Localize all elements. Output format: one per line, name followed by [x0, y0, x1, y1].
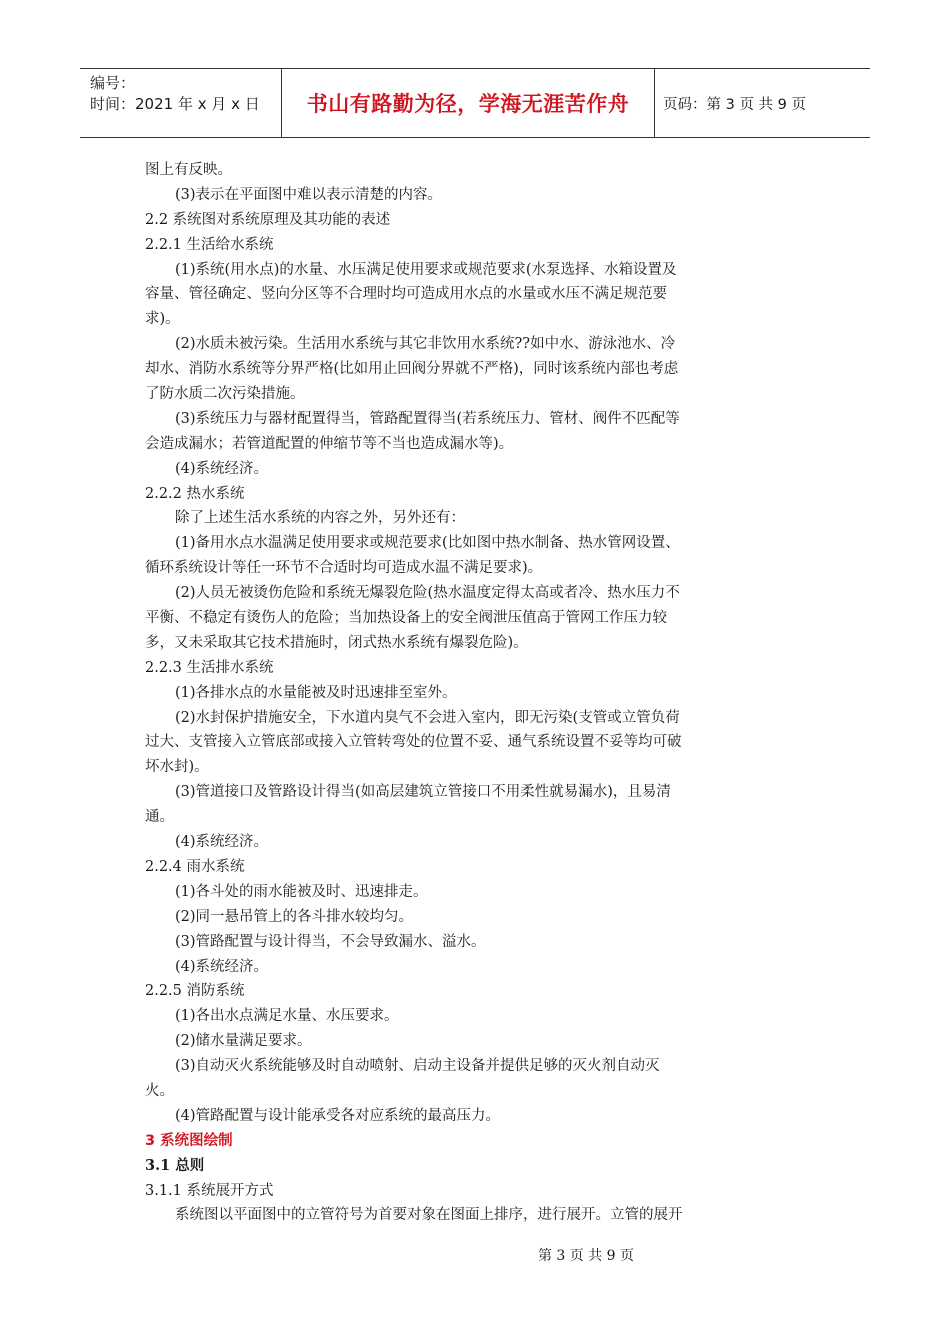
body-line: 火。 — [145, 1082, 174, 1099]
page-header — [80, 68, 870, 138]
document-number-label: 编号： — [90, 74, 136, 92]
body-line: (4)系统经济。 — [175, 460, 269, 477]
body-line: (1)系统(用水点)的水量、水压满足使用要求或规范要求(水泵选择、水箱设置及 — [175, 261, 677, 278]
body-line: 坏水封)。 — [145, 759, 209, 776]
body-line: (2)水质未被污染。生活用水系统与其它非饮用水系统??如中水、游泳池水、冷 — [175, 336, 676, 353]
body-line: (4)系统经济。 — [175, 958, 269, 975]
body-line: (2)储水量满足要求。 — [175, 1033, 312, 1050]
body-line: (3)管路配置与设计得当，不会导致漏水、溢水。 — [175, 933, 486, 950]
subsection-heading: 2.2.1 生活给水系统 — [145, 236, 274, 253]
subsection-heading: 2.2.2 热水系统 — [145, 485, 245, 502]
subsection-heading: 2.2.3 生活排水系统 — [145, 659, 274, 676]
page-footer — [0, 1245, 950, 1265]
body-line: 通。 — [145, 809, 174, 826]
section-heading-2-2: 2.2 系统图对系统原理及其功能的表述 — [145, 211, 391, 228]
body-line: (3)表示在平面图中难以表示清楚的内容。 — [175, 186, 443, 203]
header-motto: 书山有路勤为径，学海无涯苦作舟 — [306, 92, 630, 116]
body-line: 容量、管径确定、竖向分区等不合理时均可造成用水点的水量或水压不满足规范要 — [145, 286, 667, 303]
body-line: (1)备用水点水温满足使用要求或规范要求(比如图中热水制备、热水管网设置、 — [175, 535, 680, 552]
body-line: 系统图以平面图中的立管符号为首要对象在图面上排序，进行展开。立管的展开 — [175, 1207, 683, 1224]
body-line: 除了上述生活水系统的内容之外，另外还有： — [175, 510, 465, 527]
subsection-heading: 2.2.4 雨水系统 — [145, 858, 245, 875]
chapter-heading-3: 3 系统图绘制 — [145, 1132, 233, 1149]
body-line: (3)系统压力与器材配置得当，管路配置得当(若系统压力、管材、阀件不匹配等 — [175, 410, 680, 427]
body-line: (1)各排水点的水量能被及时迅速排至室外。 — [175, 684, 457, 701]
header-meta — [80, 69, 282, 137]
header-motto-cell — [282, 69, 655, 137]
body-line: (3)自动灭火系统能够及时自动喷射、启动主设备并提供足够的灭火剂自动灭 — [175, 1058, 660, 1075]
header-page-info: 页码：第 3 页 共 9 页 — [663, 96, 806, 113]
body-line: 会造成漏水；若管道配置的伸缩节等不当也造成漏水等)。 — [145, 435, 514, 452]
footer-page-number: 第 3 页 共 9 页 — [537, 1248, 635, 1264]
body-line: (2)同一悬吊管上的各斗排水较均匀。 — [175, 908, 414, 925]
body-line: (2)人员无被烫伤危险和系统无爆裂危险(热水温度定得太高或者冷、热水压力不 — [175, 585, 680, 602]
body-line: (2)水封保护措施安全，下水道内臭气不会进入室内，即无污染(支管或立管负荷 — [175, 709, 680, 726]
body-line: (1)各斗处的雨水能被及时、迅速排走。 — [175, 883, 428, 900]
subsection-heading: 2.2.5 消防系统 — [145, 983, 245, 1000]
body-line: (3)管道接口及管路设计得当(如高层建筑立管接口不用柔性就易漏水)，且易清 — [175, 784, 671, 801]
document-body — [145, 158, 745, 1228]
body-line: (4)管路配置与设计能承受各对应系统的最高压力。 — [175, 1107, 501, 1124]
body-line: 过大、支管接入立管底部或接入立管转弯处的位置不妥、通气系统设置不妥等均可破 — [145, 734, 682, 751]
body-line: 求)。 — [145, 311, 180, 328]
section-heading-3-1: 3.1 总则 — [145, 1156, 205, 1174]
body-line: 图上有反映。 — [145, 162, 232, 178]
body-line: 多，又未采取其它技术措施时，闭式热水系统有爆裂危险)。 — [145, 634, 528, 651]
body-line: (1)各出水点满足水量、水压要求。 — [175, 1008, 399, 1025]
document-date: 时间：2021 年 x 月 x 日 — [90, 95, 260, 113]
subsection-heading: 3.1.1 系统展开方式 — [145, 1182, 274, 1199]
body-line: 平衡、不稳定有烫伤人的危险；当加热设备上的安全阀泄压值高于管网工作压力较 — [145, 610, 667, 627]
body-line: 却水、消防水系统等分界严格(比如用止回阀分界就不严格)，同时该系统内部也考虑 — [145, 361, 679, 378]
body-line: (4)系统经济。 — [175, 834, 269, 851]
body-line: 循环系统设计等任一环节不合适时均可造成水温不满足要求)。 — [145, 560, 543, 577]
body-line: 了防水质二次污染措施。 — [145, 386, 305, 403]
